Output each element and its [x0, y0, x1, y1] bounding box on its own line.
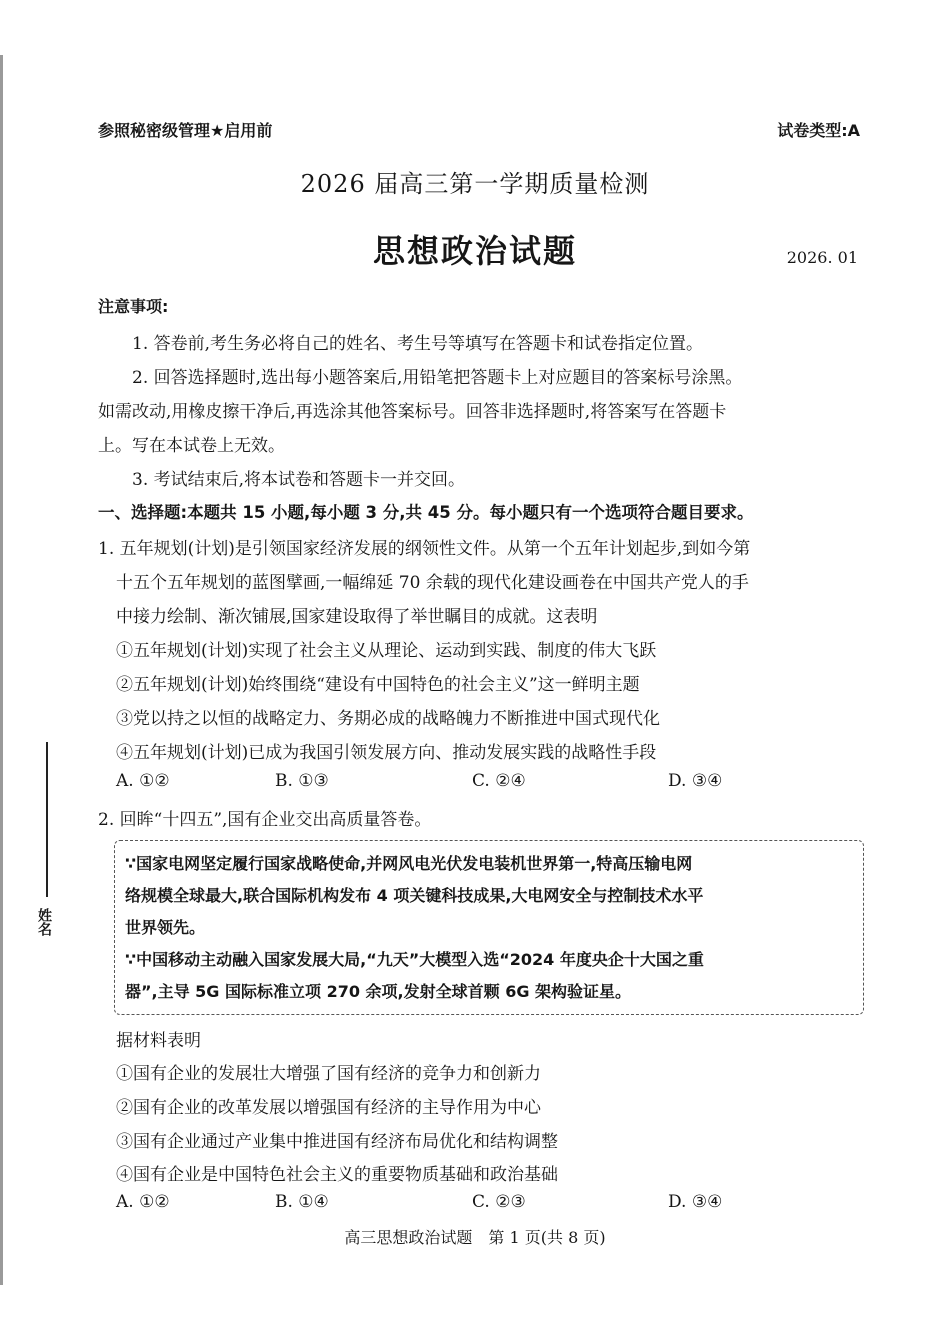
material-line: 器”,主导 5G 国际标准立项 270 余项,发射全球首颗 6G 架构验证星。: [125, 982, 632, 1001]
notice-line: 3. 考试结束后,将本试卷和答题卡一并交回。: [132, 470, 466, 490]
exam-title: 2026 届高三第一学期质量检测: [300, 170, 650, 198]
material-line: 世界领先。: [125, 918, 206, 937]
q2-statement: ②国有企业的改革发展以增强国有经济的主导作用为中心: [116, 1098, 541, 1118]
q2-option-d[interactable]: D. ③④: [668, 1192, 723, 1212]
page-footer: 高三思想政治试题 第 1 页(共 8 页): [344, 1228, 606, 1247]
notice-heading: 注意事项:: [98, 297, 169, 316]
notice-line: 1. 答卷前,考生务必将自己的姓名、考生号等填写在答题卡和试卷指定位置。: [132, 334, 704, 354]
material-line: ∵国家电网坚定履行国家战略使命,并网风电光伏发电装机世界第一,特高压输电网: [125, 854, 693, 873]
paper-type-label: 试卷类型:A: [777, 121, 860, 140]
name-field-label: 姓名: [36, 908, 52, 936]
q2-option-b[interactable]: B. ①④: [275, 1192, 329, 1212]
q1-statement: ④五年规划(计划)已成为我国引领发展方向、推动发展实践的战略性手段: [116, 743, 657, 763]
q2-option-a[interactable]: A. ①②: [116, 1192, 170, 1212]
subject-title: 思想政治试题: [372, 232, 577, 270]
secrecy-label: 参照秘密级管理★启用前: [98, 121, 273, 140]
q2-material-box: [114, 840, 864, 1015]
notice-line: 2. 回答选择题时,选出每小题答案后,用铅笔把答题卡上对应题目的答案标号涂黑。: [132, 368, 743, 388]
q2-lead: 据材料表明: [116, 1031, 201, 1051]
q2-statement: ①国有企业的发展壮大增强了国有经济的竞争力和创新力: [116, 1064, 541, 1084]
name-underline: [46, 742, 48, 897]
q2-stem: 2. 回眸“十四五”,国有企业交出高质量答卷。: [98, 810, 432, 830]
q1-stem-line: 1. 五年规划(计划)是引领国家经济发展的纲领性文件。从第一个五年计划起步,到如今第: [98, 539, 751, 559]
exam-date: 2026. 01: [786, 248, 858, 267]
q1-statement: ③党以持之以恒的战略定力、务期必成的战略魄力不断推进中国式现代化: [116, 709, 660, 729]
q1-statement: ①五年规划(计划)实现了社会主义从理论、运动到实践、制度的伟大飞跃: [116, 641, 657, 661]
q1-statement: ②五年规划(计划)始终围绕“建设有中国特色的社会主义”这一鲜明主题: [116, 675, 640, 695]
q1-option-d[interactable]: D. ③④: [668, 771, 723, 791]
q1-options: [0, 771, 950, 795]
q2-options: [0, 1192, 950, 1216]
q2-option-c[interactable]: C. ②③: [472, 1192, 526, 1212]
notice-line: 如需改动,用橡皮擦干净后,再选涂其他答案标号。回答非选择题时,将答案写在答题卡: [98, 402, 727, 422]
q2-statement: ③国有企业通过产业集中推进国有经济布局优化和结构调整: [116, 1132, 558, 1152]
q1-stem-line: 十五个五年规划的蓝图擘画,一幅绵延 70 余载的现代化建设画卷在中国共产党人的手: [116, 573, 749, 593]
material-line: ∵中国移动主动融入国家发展大局,“九天”大模型入选“2024 年度央企十大国之重: [125, 950, 704, 969]
section-heading: 一、选择题:本题共 15 小题,每小题 3 分,共 45 分。每小题只有一个选项符合题目要求。: [98, 503, 754, 522]
q2-statement: ④国有企业是中国特色社会主义的重要物质基础和政治基础: [116, 1165, 558, 1185]
notice-line: 上。写在本试卷上无效。: [98, 436, 285, 456]
material-line: 络规模全球最大,联合国际机构发布 4 项关键科技成果,大电网安全与控制技术水平: [125, 886, 704, 905]
q1-option-c[interactable]: C. ②④: [472, 771, 526, 791]
q1-option-b[interactable]: B. ①③: [275, 771, 329, 791]
q1-stem-line: 中接力绘制、渐次铺展,国家建设取得了举世瞩目的成就。这表明: [116, 607, 598, 627]
q1-option-a[interactable]: A. ①②: [116, 771, 170, 791]
